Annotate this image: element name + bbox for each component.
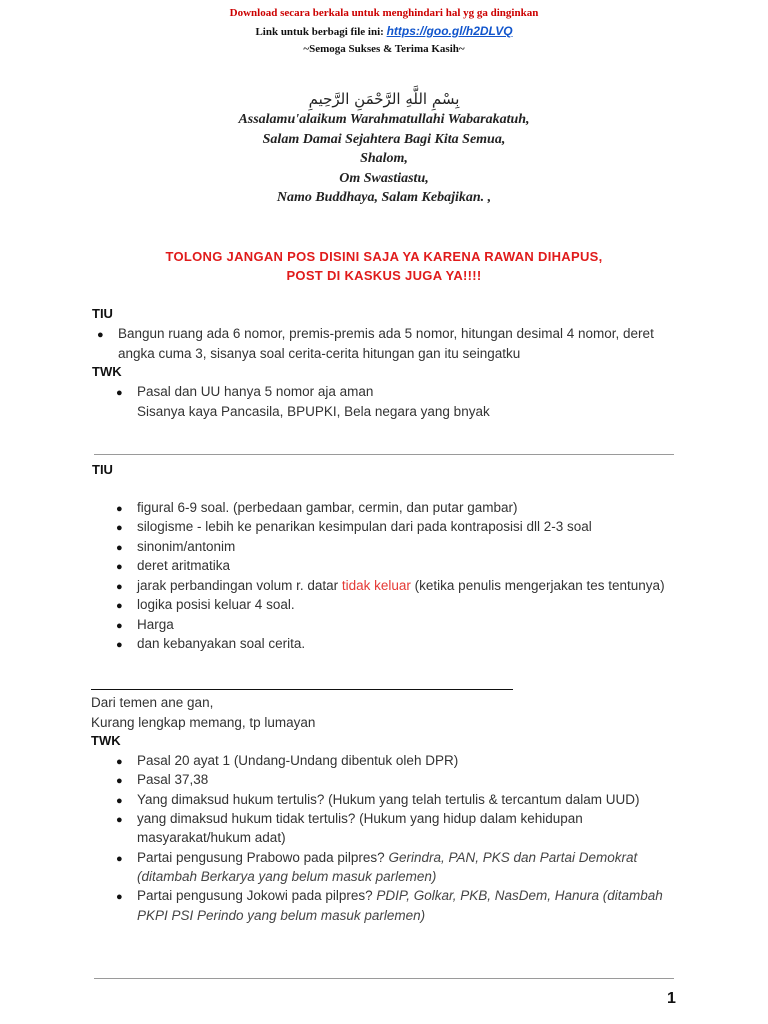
greeting-line: Assalamu'alaikum Warahmatullahi Wabarakatuh, (238, 112, 530, 127)
list-item: Pasal 20 ayat 1 (Undang-Undang dibentuk oleh DPR) (137, 753, 459, 768)
list-item: figural 6-9 soal. (perbedaan gambar, cermin, dan putar gambar) (137, 500, 518, 515)
list-item (137, 848, 637, 868)
share-link-line (0, 24, 768, 38)
bullet-icon: ● (116, 522, 123, 534)
list-item (137, 886, 663, 906)
bullet-icon: ● (116, 814, 123, 826)
list-item-continued: PKPI PSI Perindo yang belum masuk parlemen) (137, 908, 426, 923)
list-item: Yang dimaksud hukum tertulis? (Hukum yang telah tertulis & tercantum dalam UUD) (137, 792, 640, 807)
list-item: logika posisi keluar 4 soal. (137, 597, 295, 612)
bullet-icon: ● (116, 620, 123, 632)
bullet-icon: ● (116, 561, 123, 573)
italic-text: PDIP, Golkar, PKB, NasDem, Hanura (ditambah (376, 888, 663, 903)
footer-divider (94, 978, 674, 979)
list-item: Bangun ruang ada 6 nomor, premis-premis ada 5 nomor, hitungan desimal 4 nomor, deret (118, 326, 654, 341)
list-item: silogisme - lebih ke penarikan kesimpulan dari pada kontraposisi dll 2-3 soal (137, 519, 592, 534)
italic-text: Gerindra, PAN, PKS dan Partai Demokrat (388, 850, 638, 865)
divider (94, 454, 674, 455)
list-item: Harga (137, 617, 174, 632)
share-link-label: Link untuk berbagi file ini: (255, 26, 387, 38)
bullet-icon: ● (116, 600, 123, 612)
highlight-text: tidak keluar (341, 578, 411, 593)
list-item-continued: angka cuma 3, sisanya soal cerita-cerita hitungan gan itu seingatku (118, 346, 521, 361)
bullet-icon: ● (116, 775, 123, 787)
section-heading-tiu: TIU (92, 462, 113, 477)
item-text: jarak perbandingan volum r. datar (137, 578, 342, 593)
list-item: sinonim/antonim (137, 539, 236, 554)
bullet-icon: ● (116, 503, 123, 515)
list-item: Pasal 37,38 (137, 772, 209, 787)
bullet-icon: ● (116, 891, 123, 903)
item-text: (ketika penulis mengerjakan tes tentunya) (410, 578, 665, 593)
thanks-line: ~Semoga Sukses & Terima Kasih~ (303, 43, 465, 55)
list-item (137, 576, 665, 596)
item-text: Partai pengusung Jokowi pada pilpres? (137, 888, 377, 903)
bullet-icon: ● (116, 639, 123, 651)
list-item: dan kebanyakan soal cerita. (137, 636, 306, 651)
item-text: Partai pengusung Prabowo pada pilpres? (137, 850, 389, 865)
share-link[interactable]: https://goo.gl/h2DLVQ (386, 24, 513, 38)
list-item: deret aritmatika (137, 558, 231, 573)
greeting-line: Om Swastiastu, (339, 171, 429, 186)
intro-text: Dari temen ane gan, (91, 695, 214, 710)
greeting-line: Salam Damai Sejahtera Bagi Kita Semua, (262, 132, 506, 147)
bullet-icon: ● (116, 581, 123, 593)
page-number: 1 (667, 990, 676, 1007)
list-item: yang dimaksud hukum tidak tertulis? (Hukum yang hidup dalam kehidupan (137, 811, 583, 826)
download-notice: Download secara berkala untuk menghindari hal yg ga dinginkan (229, 7, 539, 19)
section-heading-twk: TWK (92, 364, 122, 379)
intro-text: Kurang lengkap memang, tp lumayan (91, 715, 316, 730)
bullet-icon: ● (116, 542, 123, 554)
bullet-icon: ● (116, 795, 123, 807)
warning-line: TOLONG JANGAN POS DISINI SAJA YA KARENA RAWAN DIHAPUS, (165, 249, 603, 264)
greeting-line: Namo Buddhaya, Salam Kebajikan. , (276, 190, 492, 205)
divider (91, 689, 513, 690)
list-item-continued: (ditambah Berkarya yang belum masuk parlemen) (137, 869, 437, 884)
basmala: بِسْمِ اللَّهِ الرَّحْمَنِ الرَّحِيمِ (308, 90, 460, 108)
greeting-line: Shalom, (360, 151, 408, 166)
bullet-icon: ● (116, 387, 123, 399)
section-heading-tiu: TIU (92, 306, 113, 321)
list-item-continued: Sisanya kaya Pancasila, BPUPKI, Bela negara yang bnyak (137, 404, 490, 419)
bullet-icon: ● (116, 853, 123, 865)
bullet-icon: ● (116, 756, 123, 768)
bullet-icon: ● (97, 329, 104, 341)
warning-line: POST DI KASKUS JUGA YA!!!! (286, 268, 482, 283)
list-item: Pasal dan UU hanya 5 nomor aja aman (137, 384, 374, 399)
section-heading-twk: TWK (91, 733, 121, 748)
list-item-continued: masyarakat/hukum adat) (137, 830, 286, 845)
